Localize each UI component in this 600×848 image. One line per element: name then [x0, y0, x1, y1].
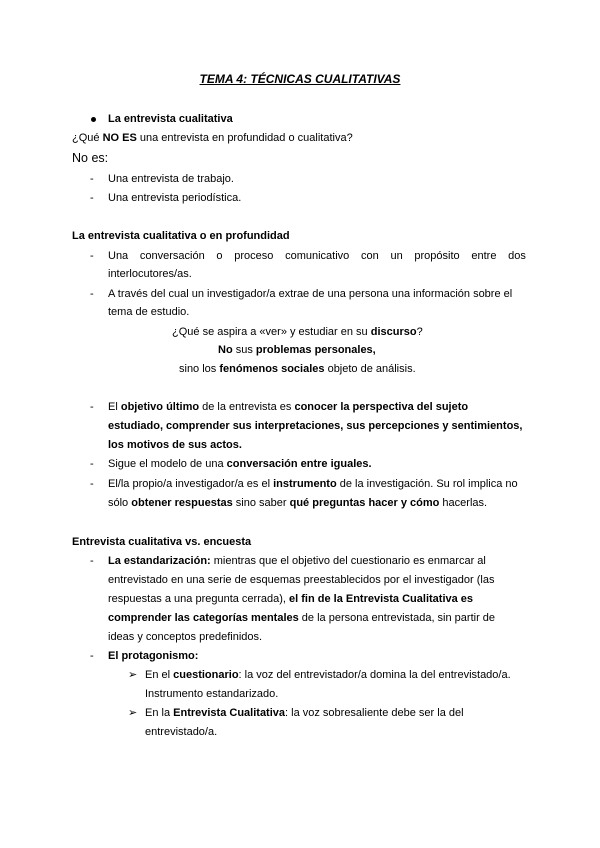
- text-run: En el: [145, 669, 174, 681]
- list-item: [108, 554, 486, 569]
- list-item: Una entrevista de trabajo.: [108, 173, 234, 185]
- text-run-bold: instrumento: [273, 478, 337, 490]
- centered-line: [179, 362, 416, 377]
- dash-marker: -: [90, 173, 94, 185]
- text-run-bold: No: [218, 344, 233, 356]
- word: con: [361, 250, 379, 262]
- dash-marker: -: [90, 458, 94, 470]
- text-run-bold: el fin de la Entrevista Cualitativa es: [289, 593, 474, 605]
- list-item: [108, 457, 372, 472]
- word: dos: [508, 250, 526, 262]
- text-run-bold: Entrevista Cualitativa: [173, 707, 286, 719]
- text-run-bold: qué preguntas hacer y cómo: [289, 497, 440, 509]
- text-run: En la: [145, 707, 174, 719]
- page-title: TEMA 4: TÉCNICAS CUALITATIVAS: [199, 72, 401, 86]
- text-run-bold: objetivo último: [120, 401, 200, 413]
- dash-marker: -: [90, 250, 94, 262]
- word: Una: [108, 250, 129, 262]
- text-run: sus: [232, 344, 256, 356]
- text-run: una entrevista en profundidad o cualitativa?: [136, 132, 353, 144]
- list-item-continuation: [108, 496, 487, 511]
- question-line: [72, 131, 353, 146]
- text-run-bold: NO ES: [102, 132, 137, 144]
- text-run: sino saber: [232, 497, 290, 509]
- word: entre: [471, 250, 497, 262]
- word: conversación: [139, 250, 205, 262]
- dash-marker: -: [90, 401, 94, 413]
- centered-line: [218, 343, 376, 358]
- text-run: : la voz sobresaliente debe ser la del: [285, 707, 464, 719]
- section-heading: La entrevista cualitativa: [108, 113, 233, 125]
- arrow-bullet-icon: ➢: [128, 669, 138, 681]
- word: un: [390, 250, 403, 262]
- word: comunicativo: [285, 250, 350, 262]
- list-item: A través del cual un investigador/a extrae de una persona una información sobre el: [108, 288, 513, 300]
- dash-marker: -: [90, 192, 94, 204]
- text-run-bold: conversación entre iguales.: [226, 458, 372, 470]
- text-run-bold: conocer la perspectiva del sujeto: [294, 401, 469, 413]
- no-es-label: No es:: [72, 151, 109, 165]
- text-run: de la entrevista es: [199, 401, 295, 413]
- text-run: ?: [416, 326, 423, 338]
- text-run-bold: fenómenos sociales: [219, 363, 325, 375]
- dash-marker: -: [90, 555, 94, 567]
- list-item: [108, 477, 518, 492]
- text-run: El/la propio/a investigador/a es el: [108, 478, 274, 490]
- text-run-bold: cuestionario: [173, 669, 239, 681]
- dash-marker: -: [90, 650, 94, 662]
- text-run: sino los: [179, 363, 220, 375]
- text-run: de la persona entrevistada, sin partir de: [298, 612, 496, 624]
- word: propósito: [414, 250, 460, 262]
- word: proceso: [234, 250, 274, 262]
- list-item-continuation: los motivos de sus actos.: [108, 439, 242, 451]
- text-run-bold: comprender las categorías mentales: [108, 612, 299, 624]
- list-item: Una entrevista periodística.: [108, 192, 242, 204]
- text-run-bold: discurso: [370, 326, 417, 338]
- list-item-continuation: interlocutores/as.: [108, 268, 192, 280]
- list-item: [108, 400, 468, 415]
- justified-line: [108, 249, 526, 264]
- text-run: respuestas a una pregunta cerrada),: [108, 593, 290, 605]
- text-run-bold: obtener respuestas: [131, 497, 233, 509]
- list-item-continuation: ideas y conceptos predefinidos.: [108, 631, 263, 643]
- text-run: hacerlas.: [439, 497, 488, 509]
- list-item-continuation: [108, 611, 495, 626]
- sub-list-item-continuation: entrevistado/a.: [145, 726, 218, 738]
- sub-list-item: [145, 706, 464, 721]
- dash-marker: -: [90, 288, 94, 300]
- text-run: de la investigación. Su rol implica no: [336, 478, 518, 490]
- centered-question: [172, 325, 423, 340]
- list-item-continuation: [108, 592, 473, 607]
- text-run: sólo: [108, 497, 132, 509]
- section-heading: Entrevista cualitativa vs. encuesta: [72, 536, 252, 548]
- text-run: mientras que el objetivo del cuestionario es enmarcar al: [210, 555, 486, 567]
- section-heading: La entrevista cualitativa o en profundidad: [72, 230, 290, 242]
- list-item-continuation: tema de estudio.: [108, 306, 190, 318]
- text-run-bold: problemas personales,: [255, 344, 376, 356]
- text-run: ¿Qué: [72, 132, 103, 144]
- word: o: [216, 250, 223, 262]
- text-run: ¿Qué se aspira a «ver» y estudiar en su: [172, 326, 371, 338]
- text-run: Sigue el modelo de una: [108, 458, 227, 470]
- text-run: El: [108, 401, 121, 413]
- sub-list-item-continuation: Instrumento estandarizado.: [145, 688, 279, 700]
- text-run-bold: La estandarización:: [108, 555, 211, 567]
- text-run: : la voz del entrevistador/a domina la del entrevistado/a.: [238, 669, 511, 681]
- bullet-icon: [91, 117, 96, 122]
- list-item: El protagonismo:: [108, 650, 199, 662]
- list-item-continuation: entrevistado en una serie de esquemas preestablecidos por el investigador (las: [108, 574, 495, 586]
- arrow-bullet-icon: ➢: [128, 707, 138, 719]
- text-run: objeto de análisis.: [324, 363, 416, 375]
- list-item-continuation: estudiado, comprender sus interpretaciones, sus percepciones y sentimientos,: [108, 420, 523, 432]
- dash-marker: -: [90, 478, 94, 490]
- sub-list-item: [145, 668, 511, 683]
